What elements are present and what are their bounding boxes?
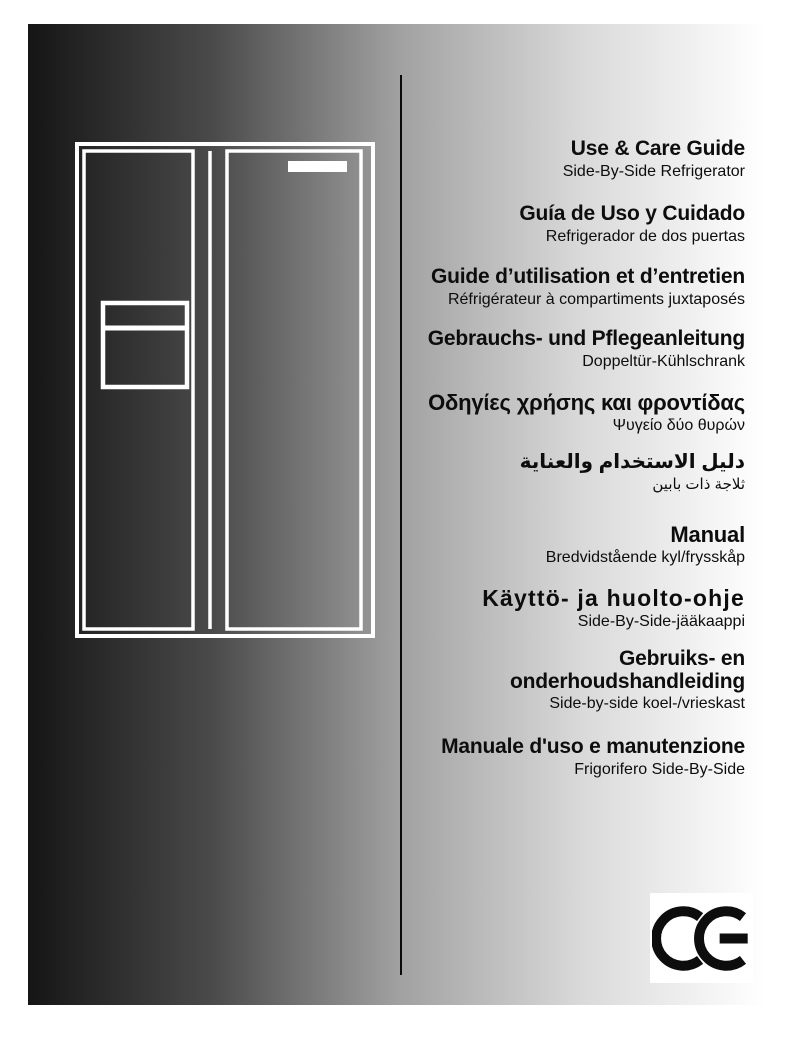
language-block-italian (441, 736, 745, 779)
guide-subtitle-arabic: ثلاجة ذات بابين (652, 475, 745, 493)
ce-letter-c (656, 911, 700, 965)
guide-title-arabic: دليل الاستخدام والعناية (519, 451, 745, 473)
guide-title-german: Gebrauchs- und Pflegeanleitung (427, 327, 745, 350)
guide-title-swedish: Manual (670, 522, 745, 547)
language-block-german (428, 328, 745, 371)
guide-subtitle-english: Side-By-Side Refrigerator (562, 162, 745, 180)
door-handle (288, 161, 347, 172)
language-block-dutch (435, 648, 745, 714)
language-block-french (431, 266, 745, 309)
guide-title-finnish: Käyttö- ja huolto-ohje (482, 585, 745, 611)
guide-subtitle-swedish: Bredvidstående kyl/frysskåp (545, 548, 745, 566)
guide-title-greek: Οδηγίες χρήσης και φροντίδας (428, 390, 745, 415)
language-block-finnish (482, 586, 745, 631)
language-block-arabic (520, 452, 745, 493)
refrigerator-illustration (75, 142, 375, 638)
guide-subtitle-german: Doppeltür-Kühlschrank (582, 352, 745, 370)
guide-title-italian: Manuale d'uso e manutenzione (441, 735, 745, 758)
vertical-divider-rule (400, 75, 402, 975)
ce-mark-icon (652, 900, 751, 977)
guide-subtitle-spanish: Refrigerador de dos puertas (545, 227, 745, 245)
guide-subtitle-french: Réfrigérateur à compartiments juxtaposés (447, 290, 745, 308)
guide-title-french: Guide d’utilisation et d’entretien (430, 265, 745, 288)
guide-title-english: Use & Care Guide (570, 137, 745, 160)
ice-water-dispenser (103, 303, 187, 387)
guide-subtitle-dutch: Side-by-side koel-/vrieskast (549, 695, 745, 713)
guide-subtitle-italian: Frigorifero Side-By-Side (574, 760, 745, 778)
language-block-spanish (519, 203, 745, 246)
freezer-door (84, 151, 193, 629)
guide-subtitle-finnish: Side-By-Side-jääkaappi (577, 612, 745, 630)
guide-title-spanish: Guía de Uso y Cuidado (519, 202, 745, 225)
fridge-door (227, 151, 361, 629)
fridge-outline (77, 144, 373, 636)
language-block-english (563, 138, 745, 181)
guide-title-dutch: Gebruiks- en onderhoudshandleiding (510, 647, 745, 693)
ce-mark (650, 893, 753, 983)
language-block-swedish (546, 523, 745, 567)
language-block-greek (428, 391, 745, 435)
guide-subtitle-greek: Ψυγείο δύο θυρών (612, 416, 745, 434)
